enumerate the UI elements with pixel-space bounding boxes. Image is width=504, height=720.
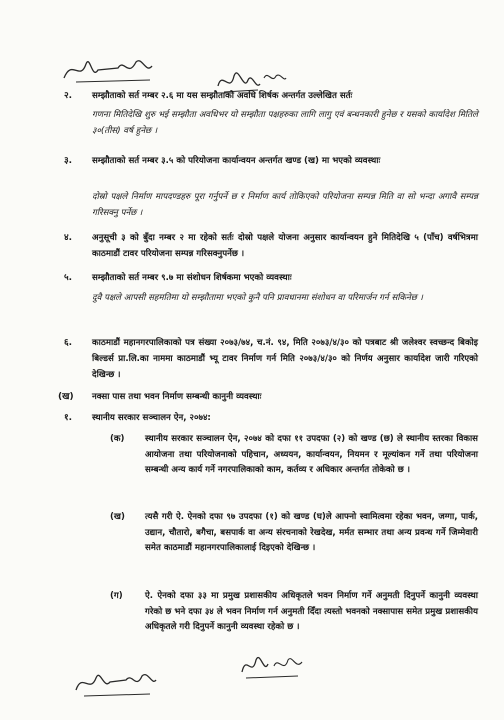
clause-number: ६. <box>64 338 73 348</box>
sub-clause-text: स्थानीय सरकार सञ्चालन ऐन, २०७४ को दफा ११ उपदफा (२) को खण्ड (छ) ले स्थानीय स्तरका विकास आयोजना तथा परियोजनाको पहिचान, अध्ययन, कार्यान्वयन, नियमन र मूल्यांकन गर्ने तथा परियोजना सम्बन्धी अन्य कार्य गर्ने नगरपालिकाको काम, कर्तव्य र अधिकार अन्तर्गत तोकेको छ । <box>145 434 478 475</box>
sub-clause-text: ऐ. ऐनको दफा ३३ मा प्रमुख प्रशासकीय अधिकृतले भवन निर्माण गर्ने अनुमती दिनुपर्ने कानुनी व्यवस्था गरेको छ भने दफा ३४ ले भवन निर्माण गर्न अनुमती दिँदा त्यस्तो भवनको नक्सापास समेत प्रमुख प्रशासकीय अधिकृतले गरी दिनुपर्ने कानुनी व्यवस्था रहेको छ । <box>145 591 478 632</box>
clause-quote: गणना मितिदेखि शुरु भई सम्झौता अवधिभर यो सम्झौता पक्षहरुका लागि लागु एवं बन्धनकारी हुनेछ र यसको कार्यादेश मितिले ३०(तीस) वर्ष हुनेछ । <box>92 110 478 136</box>
sub-clause-label: (क) <box>110 434 125 444</box>
law-number: १. <box>64 413 73 423</box>
law-title: स्थानीय सरकार सञ्चालन ऐन, २०७४: <box>92 413 211 423</box>
sub-clause-label: (ग) <box>110 591 123 601</box>
signature-top-left <box>58 52 158 88</box>
clause-number: ५. <box>64 273 73 283</box>
sub-clause-text: त्यसै गरी ऐ. ऐनको दफा ९७ उपदफा (१) को खण्ड (घ)ले आफ्नो स्वामित्वमा रहेका भवन, जग्गा, पार्क, उद्यान, चौतारो, बगैचा, बसपार्क वा अन्य संरचनाको रेखदेख, मर्मत सम्भार तथा अन्य प्रवन्ध गर्ने जिम्मेवारी समेत काठमाडौं महानगरपालिकालाई दिइएको देखिन्छ । <box>145 512 478 553</box>
sub-clause-label: (ख) <box>110 512 125 522</box>
section-title: नक्सा पास तथा भवन निर्माण सम्बन्धी कानुनी व्यवस्थाः <box>92 392 262 402</box>
clause-number: २. <box>64 91 73 101</box>
clause-text: सम्झौताको सर्त नम्बर ३.५ को परियोजना कार्यान्वयन अन्तर्गत खण्ड (ख) मा भएको व्यवस्थाः <box>92 156 381 166</box>
section-label: (ख) <box>58 392 74 402</box>
clause-number: ३. <box>64 156 73 166</box>
clause-text: अनुसूची ३ को बुँदा नम्बर २ मा रहेको सर्तः दोस्रो पक्षले योजना अनुसार कार्यान्वयन हुने मितिदेखि ५ (पाँच) वर्षभित्रमा काठमाडौं टावर परियोजना सम्पन्न गरिसक्नुपर्नेछ । <box>92 233 478 259</box>
clause-text: सम्झौताको सर्त नम्बर २.६ मा यस सम्झौताको अवधि शिर्षक अन्तर्गत उल्लेखित सर्तः <box>92 91 353 101</box>
signature-bottom-center <box>238 648 308 682</box>
clause-number: ४. <box>64 233 73 243</box>
clause-text: सम्झौताको सर्त नम्बर ९.७ मा संशोधन शिर्षकमा भएको व्यवस्थाः <box>92 273 292 283</box>
signature-bottom-left <box>70 664 160 700</box>
clause-quote: दोस्रो पक्षले निर्माण मापदण्डहरु पूरा गर्नुपर्ने छ र निर्माण कार्य तोकिएको परियोजना सम्पन्न मिति वा सो भन्दा अगावै सम्पन्न गरिसक्नु पर्नेछ । <box>92 192 478 218</box>
clause-text: काठमाडौं महानगरपालिकाको पत्र संख्या २०७३/७४, च.नं. ९४, मिति २०७३/४/३० को पत्रबाट श्री जलेश्वर स्वच्छन्द बिकोइ बिल्डर्स प्रा.लि.का नाममा काठमाडौं भ्यू टावर निर्माण गर्न मिति २०७३/४/३० को निर्णय अनुसार कार्यादेश जारी गरिएको देखिन्छ । <box>92 338 478 380</box>
clause-quote: दुवै पक्षले आपसी सहमतिमा यो सम्झौतामा भएको कुनै पनि प्रावधानमा संशोधन वा परिमार्जन गर्न सकिनेछ । <box>92 293 423 303</box>
